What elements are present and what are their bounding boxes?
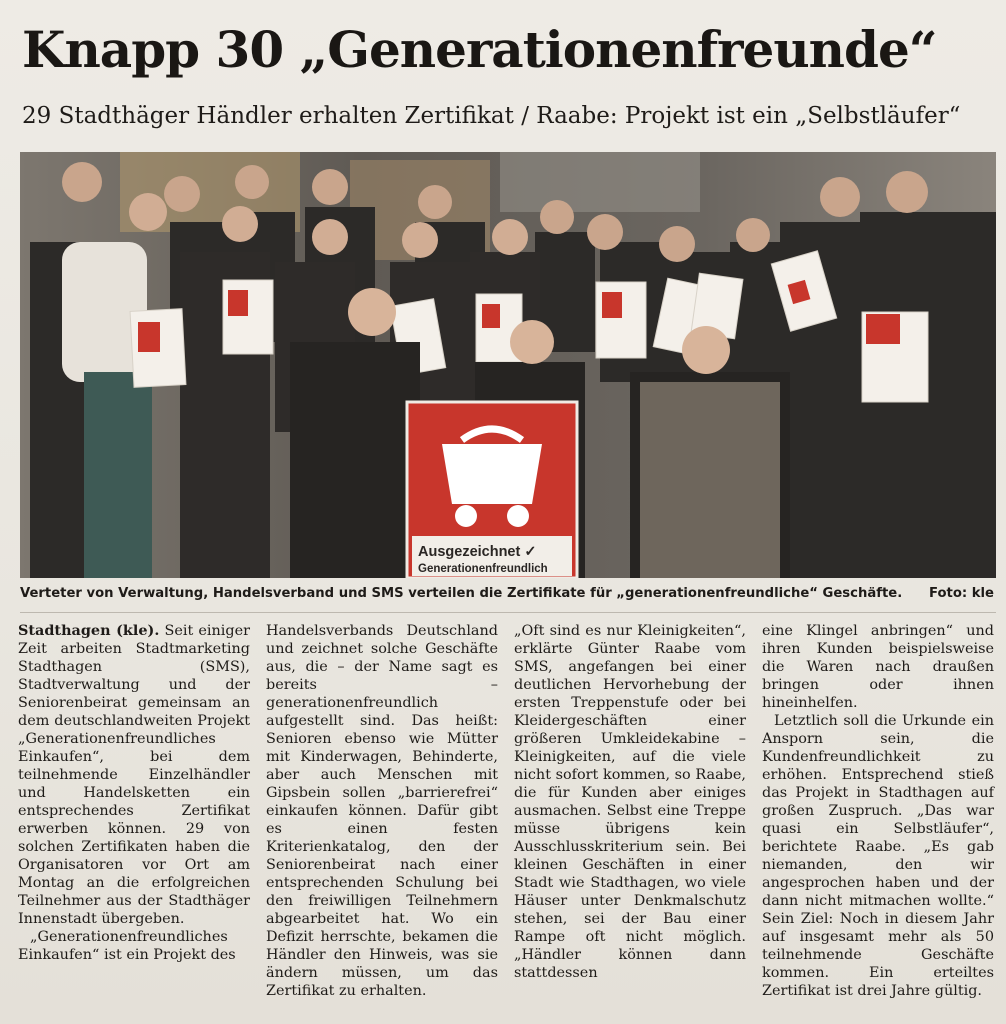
paragraph-text: eine Klingel anbringen“ und ihren Kunden beispielsweise die Waren nach draußen bringen oder ihnen hineinhelfen.: [762, 623, 994, 711]
paragraph-text: „Generationenfreundliches Einkaufen“ ist ein Projekt des: [18, 929, 236, 963]
paragraph: [18, 622, 250, 928]
headline: Knapp 30 „Generationenfreunde“: [22, 20, 937, 79]
subheadline: 29 Stadthäger Händler erhalten Zertifikat / Raabe: Projekt ist ein „Selbstläufer“: [22, 103, 961, 129]
paragraph-text: „Oft sind es nur Kleinigkeiten“, erklärte Günter Raabe vom SMS, angefangen bei einer deutlichen Hervorhebung der ersten Treppenstufe oder bei Kleidergeschäften einer größeren Umkleidekabine – Kleinigkeiten, auf die viele nicht sofort kommen, so Raabe, die für Kunden aber einiges ausmachen. Selbst eine Treppe müsse übrigens kein Ausschlusskriterium sein. Bei kleinen Geschäften in einer Stadt wie Stadthagen, wo viele Häuser unter Denkmalschutz stehen, sei der Bau einer Rampe oft nicht möglich. „Händler können dann stattdessen: [514, 623, 746, 981]
paragraph: [18, 928, 250, 964]
photo-credit: Foto: kle: [929, 586, 994, 601]
photo-caption: [20, 586, 996, 610]
paragraph: [762, 712, 994, 1000]
paragraph-text: Letztlich soll die Urkunde ein Ansporn sein, die Kundenfreundlichkeit zu erhöhen. Entsprechend stieß das Projekt in Stadthagen auf großen Zuspruch. „Das war quasi ein Selbstläufer“, berichtete Raabe. „Es gab niemanden, den wir angesprochen haben und der dann nicht mitmachen wollte.“ Sein Ziel: Noch in diesem Jahr auf insgesamt mehr als 50 teilnehmende Geschäfte kommen. Ein erteiltes Zertifikat ist drei Jahre gültig.: [762, 713, 994, 999]
dateline: Stadthagen (kle).: [18, 622, 160, 639]
paragraph-text: Handelsverbands Deutschland und zeichnet solche Geschäfte aus, die – der Name sagt es bereits – generationenfreundlich aufgestellt sind. Das heißt: Senioren ebenso wie Mütter mit Kinderwagen, Behinderte, aber auch Menschen mit Gipsbein sollen „barrierefrei“ einkaufen können. Dafür gibt es einen festen Kriterienkatalog, den der Seniorenbeirat nach einer entsprechenden Schulung bei den freiwilligen Teilnehmern abgearbeitet hat. Wo ein Defizit herrschte, bekamen die Händler den Hinweis, was sie ändern müssen, um das Zertifikat zu erhalten.: [266, 623, 498, 999]
article-column-2: [266, 622, 498, 1002]
paragraph: [514, 622, 746, 982]
paragraph: [762, 622, 994, 712]
article-body: [18, 622, 998, 1002]
article-column-1: [18, 622, 250, 1002]
article-column-4: [762, 622, 994, 1002]
group-photo-illustration: [20, 152, 996, 578]
sign-label-awarded: Ausgezeichnet ✓: [418, 544, 537, 560]
caption-text: Verteter von Verwaltung, Handelsverband und SMS verteilen die Zertifikate für „generationenfreundliche“ Geschäfte.: [20, 586, 903, 601]
caption-divider: [20, 612, 996, 613]
paragraph: [266, 622, 498, 1000]
group-photo: [20, 152, 996, 578]
paragraph-text: Seit einiger Zeit arbeiten Stadtmarketing Stadthagen (SMS), Stadtverwaltung und der Seniorenbeirat gemeinsam an dem deutschlandweiten Projekt „Generationenfreundliches Einkaufen“, bei dem teilnehmende Einzelhändler und Handelsketten ein entsprechendes Zertifikat erwerben können. 29 von solchen Zertifikaten haben die Organisatoren vor Ort am Montag an die erfolgreichen Teilnehmer aus der Stadthäger Innenstadt übergeben.: [18, 623, 250, 927]
sign-label-generation-friendly: Generationenfreundlich: [418, 563, 548, 575]
article-column-3: [514, 622, 746, 1002]
